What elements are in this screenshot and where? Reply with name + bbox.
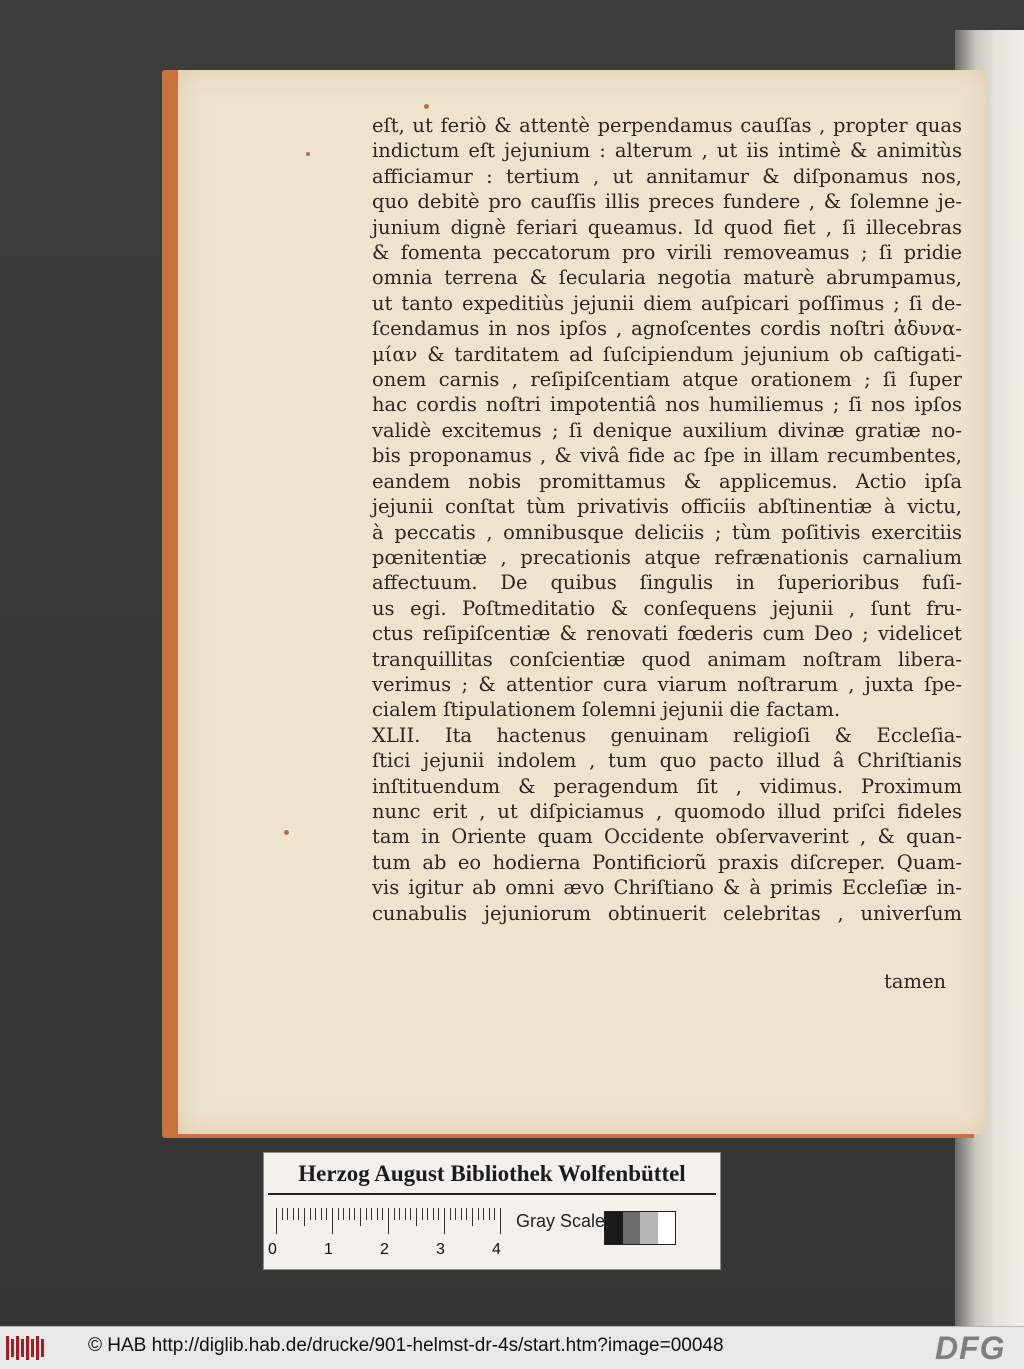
ruler-numbers bbox=[268, 1241, 508, 1261]
gray-swatch bbox=[640, 1212, 658, 1244]
logo-bar bbox=[41, 1339, 44, 1357]
text-line: affectuum. De quibus ſingulis in ſuperioribus fuſi- bbox=[372, 571, 962, 595]
ruler-tick bbox=[416, 1208, 417, 1226]
ruler-number: 4 bbox=[492, 1241, 501, 1258]
ruler-tick bbox=[310, 1208, 311, 1220]
text-line: jejunii conſtat tùm privativis officiis abſtinentiæ à victu, bbox=[372, 495, 962, 519]
ruler-tick bbox=[343, 1208, 344, 1220]
ruler-tick bbox=[371, 1208, 372, 1220]
ink-speck bbox=[306, 152, 310, 156]
gray-swatch bbox=[605, 1212, 623, 1244]
ruler-number: 3 bbox=[436, 1241, 445, 1258]
text-line: quo debitè pro cauſſis illis preces fundere , & ſolemne je- bbox=[372, 190, 962, 214]
ruler-tick bbox=[354, 1208, 355, 1220]
viewer-footer bbox=[0, 1326, 1024, 1369]
ruler-tick bbox=[427, 1208, 428, 1220]
text-line: verimus ; & attentior cura viarum noſtrarum , juxta ſpe- bbox=[372, 672, 962, 696]
ruler-tick bbox=[394, 1208, 395, 1220]
ruler-tick bbox=[276, 1208, 277, 1234]
text-line: & fomenta peccatorum pro virili removeamus ; ſi pridie bbox=[372, 241, 962, 265]
ruler-number: 1 bbox=[324, 1241, 333, 1258]
dfg-logo: DFG bbox=[935, 1330, 1006, 1366]
catchword: tamen bbox=[884, 970, 947, 993]
ruler-tick bbox=[455, 1208, 456, 1220]
text-line: hac cordis noſtri impotentiâ nos humiliemus ; ſi nos ipſos bbox=[372, 393, 962, 417]
ruler-tick bbox=[293, 1208, 294, 1220]
ruler-tick bbox=[338, 1208, 339, 1220]
ruler-tick bbox=[366, 1208, 367, 1220]
ruler-tick bbox=[282, 1208, 283, 1220]
gray-swatch bbox=[658, 1212, 676, 1244]
text-line: ctus reſipiſcentiæ & renovati fœderis cum Deo ; videlicet bbox=[372, 622, 962, 646]
text-line: afficiamur : tertium , ut annitamur & diſponamus nos, bbox=[372, 164, 962, 188]
text-line: ut tanto expeditiùs jejunii diem auſpicari poſſimus ; ſi de- bbox=[372, 291, 962, 315]
ruler-tick bbox=[438, 1208, 439, 1220]
text-line: μίαν & tarditatem ad ſuſcipiendum jejunium ob caſtigati- bbox=[372, 342, 962, 366]
hab-logo-icon bbox=[6, 1333, 46, 1363]
ink-speck bbox=[424, 104, 429, 109]
ruler-tick bbox=[287, 1208, 288, 1220]
ruler-tick bbox=[332, 1208, 333, 1234]
text-line: tum ab eo hodierna Pontificiorũ praxis diſcreper. Quam- bbox=[372, 850, 962, 874]
ruler-tick bbox=[304, 1208, 305, 1226]
text-line: onem carnis , reſipiſcentiam atque orationem ; ſi ſuper bbox=[372, 368, 962, 392]
ruler-tick bbox=[478, 1208, 479, 1220]
text-line: vis igitur ab omni ævo Chriſtiano & à primis Eccleſiæ in- bbox=[372, 876, 962, 900]
ruler-tick bbox=[472, 1208, 473, 1226]
logo-bar bbox=[21, 1339, 24, 1357]
text-line: XLII. Ita hactenus genuinam religioſi & Eccleſia- bbox=[372, 723, 962, 747]
text-line: indictum eſt jejunium : alterum , ut iis intimè & animitùs bbox=[372, 139, 962, 163]
ruler-tick bbox=[377, 1208, 378, 1220]
ruler-number: 2 bbox=[380, 1241, 389, 1258]
text-line: tranquillitas conſcientiæ quod animam noſtram libera- bbox=[372, 647, 962, 671]
ruler-tick bbox=[315, 1208, 316, 1220]
ruler-tick bbox=[433, 1208, 434, 1220]
logo-bar bbox=[6, 1336, 9, 1360]
text-line: validè excitemus ; ſi denique auxilium divinæ gratiæ no- bbox=[372, 418, 962, 442]
gray-swatch bbox=[623, 1212, 641, 1244]
text-line: us egi. Poſtmeditatio & conſequens jejunii , ſunt fru- bbox=[372, 596, 962, 620]
facing-page-bleed-text bbox=[1012, 120, 1024, 1020]
text-line: pœnitentiæ , precationis atque refrænationis carnalium bbox=[372, 545, 962, 569]
text-line: nunc erit , ut diſpiciamus , quomodo illud priſci fideles bbox=[372, 799, 962, 823]
gray-scale-label: Gray Scale bbox=[516, 1211, 606, 1231]
text-line: cunabulis jejuniorum obtinuerit celebritas , univerſum bbox=[372, 901, 962, 925]
logo-bar bbox=[31, 1339, 34, 1357]
ruler-tick bbox=[483, 1208, 484, 1220]
library-name: Herzog August Bibliothek Wolfenbüttel bbox=[298, 1161, 686, 1186]
ruler-tick bbox=[321, 1208, 322, 1220]
text-line: bis proponamus , & vivâ fide ac ſpe in illam recumbentes, bbox=[372, 444, 962, 468]
ruler-tick bbox=[461, 1208, 462, 1220]
ruler-tick bbox=[298, 1208, 299, 1220]
ruler-tick bbox=[494, 1208, 495, 1220]
measurement-ruler bbox=[276, 1208, 508, 1234]
text-line: eandem nobis promittamus & applicemus. Actio ipſa bbox=[372, 469, 962, 493]
ruler-tick bbox=[360, 1208, 361, 1226]
ruler-tick bbox=[349, 1208, 350, 1220]
ruler-tick bbox=[326, 1208, 327, 1220]
ruler-tick bbox=[450, 1208, 451, 1220]
logo-bar bbox=[16, 1336, 19, 1360]
ruler-tick bbox=[399, 1208, 400, 1220]
ruler-tick bbox=[444, 1208, 445, 1234]
ruler-tick bbox=[410, 1208, 411, 1220]
library-scale-card bbox=[263, 1152, 721, 1270]
ruler-tick bbox=[489, 1208, 490, 1220]
ruler-tick bbox=[422, 1208, 423, 1220]
logo-bar bbox=[26, 1336, 29, 1360]
text-line: ſcendamus in nos ipſos , agnoſcentes cordis noſtri ἀδυνα- bbox=[372, 317, 962, 341]
ruler-tick bbox=[500, 1208, 501, 1234]
text-line: inſtituendum & peragendum ſit , vidimus. Proximum bbox=[372, 774, 962, 798]
page-body-text bbox=[372, 113, 962, 926]
text-line: cialem ſtipulationem ſolemni jejunii die factam. bbox=[372, 698, 841, 722]
copyright-url[interactable]: © HAB http://diglib.hab.de/drucke/901-helmst-dr-4s/start.htm?image=00048 bbox=[88, 1335, 724, 1356]
text-line: ſtici jejunii indolem , tum quo pacto illud â Chriſtianis bbox=[372, 749, 962, 773]
card-divider bbox=[268, 1193, 716, 1195]
ruler-tick bbox=[405, 1208, 406, 1220]
ruler-number: 0 bbox=[268, 1241, 277, 1258]
text-line: junium dignè feriari queamus. Id quod fiet , ſi illecebras bbox=[372, 215, 962, 239]
text-line: omnia terrena & ſecularia negotia maturè abrumpamus, bbox=[372, 266, 962, 290]
text-line: à peccatis , omnibusque deliciis ; tùm poſitivis exercitiis bbox=[372, 520, 962, 544]
logo-bar bbox=[11, 1339, 14, 1357]
ink-speck bbox=[284, 830, 289, 835]
gray-scale-swatches bbox=[604, 1211, 676, 1245]
text-line: eſt, ut feriò & attentè perpendamus cauſſas , propter quas bbox=[372, 114, 962, 137]
ruler-tick bbox=[388, 1208, 389, 1234]
ruler-tick bbox=[382, 1208, 383, 1220]
ruler-tick bbox=[466, 1208, 467, 1220]
logo-bar bbox=[36, 1336, 39, 1360]
text-line: tam in Oriente quam Occidente obſervaverint , & quan- bbox=[372, 825, 962, 849]
